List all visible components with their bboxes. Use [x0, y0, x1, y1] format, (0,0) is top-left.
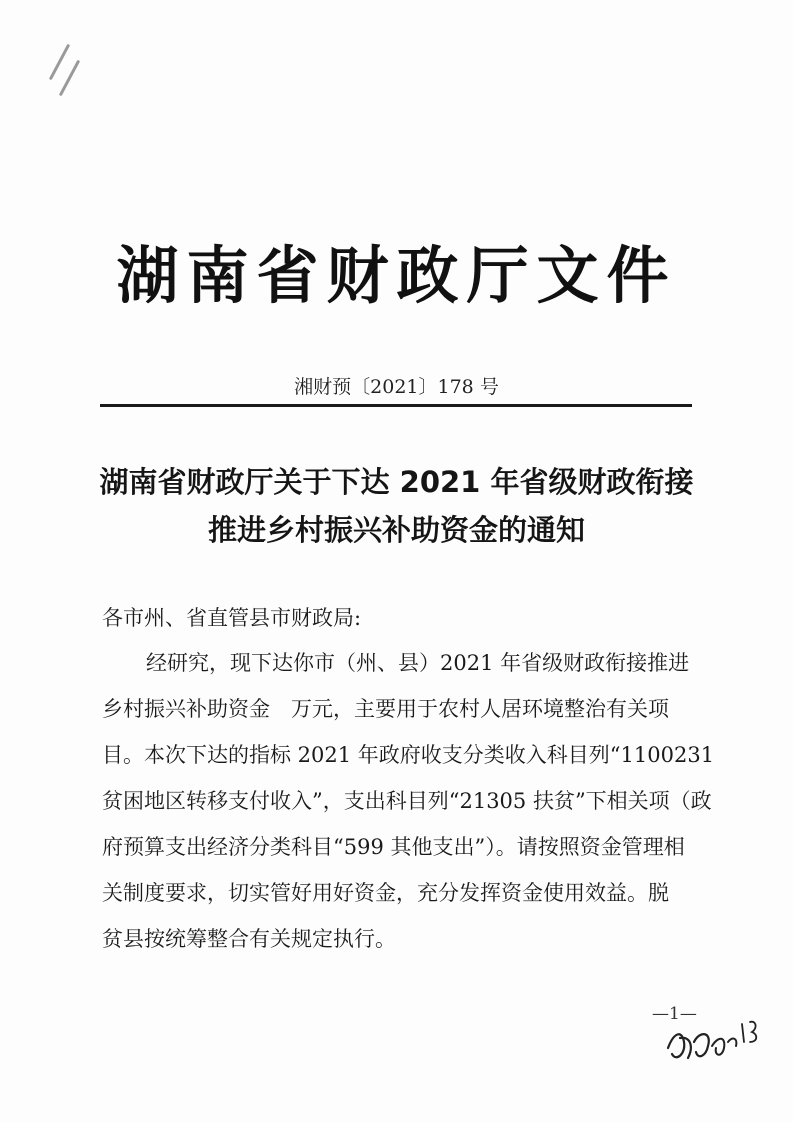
- page-number: —1—: [652, 1004, 697, 1024]
- notice-title-line: 推进乡村振兴补助资金的通知: [207, 513, 585, 547]
- staple-mark: [49, 44, 70, 81]
- staple-mark: [59, 60, 80, 97]
- salutation: 各市州、省直管县市财政局:: [102, 606, 362, 630]
- body-line: 乡村振兴补助资金 万元，主要用于农村人居环境整治有关项: [102, 697, 669, 721]
- body-line: 关制度要求，切实管好用好资金，充分发挥资金使用效益。脱: [102, 881, 669, 905]
- document-number: 湘财预〔2021〕178 号: [294, 376, 499, 398]
- issuer-header-title: 湖南省财政厅文件: [116, 239, 677, 312]
- body-line: 贫困地区转移支付收入”，支出科目列“21305 扶贫”下相关项（政: [102, 789, 712, 813]
- header-divider-line: [100, 404, 692, 407]
- handwritten-signature: [660, 1002, 770, 1072]
- body-line: 目。本次下达的指标 2021 年政府收支分类收入科目列“1100231: [102, 743, 715, 767]
- body-line: 府预算支出经济分类科目“599 其他支出”）。请按照资金管理相: [102, 835, 685, 859]
- body-line: 经研究，现下达你市（州、县）2021 年省级财政衔接推进: [146, 651, 690, 675]
- notice-title-line: 湖南省财政厅关于下达 2021 年省级财政衔接: [99, 465, 694, 499]
- notice-title: [0, 458, 793, 554]
- body-paragraph: [102, 640, 715, 962]
- body-line: 贫县按统筹整合有关规定执行。: [102, 927, 396, 951]
